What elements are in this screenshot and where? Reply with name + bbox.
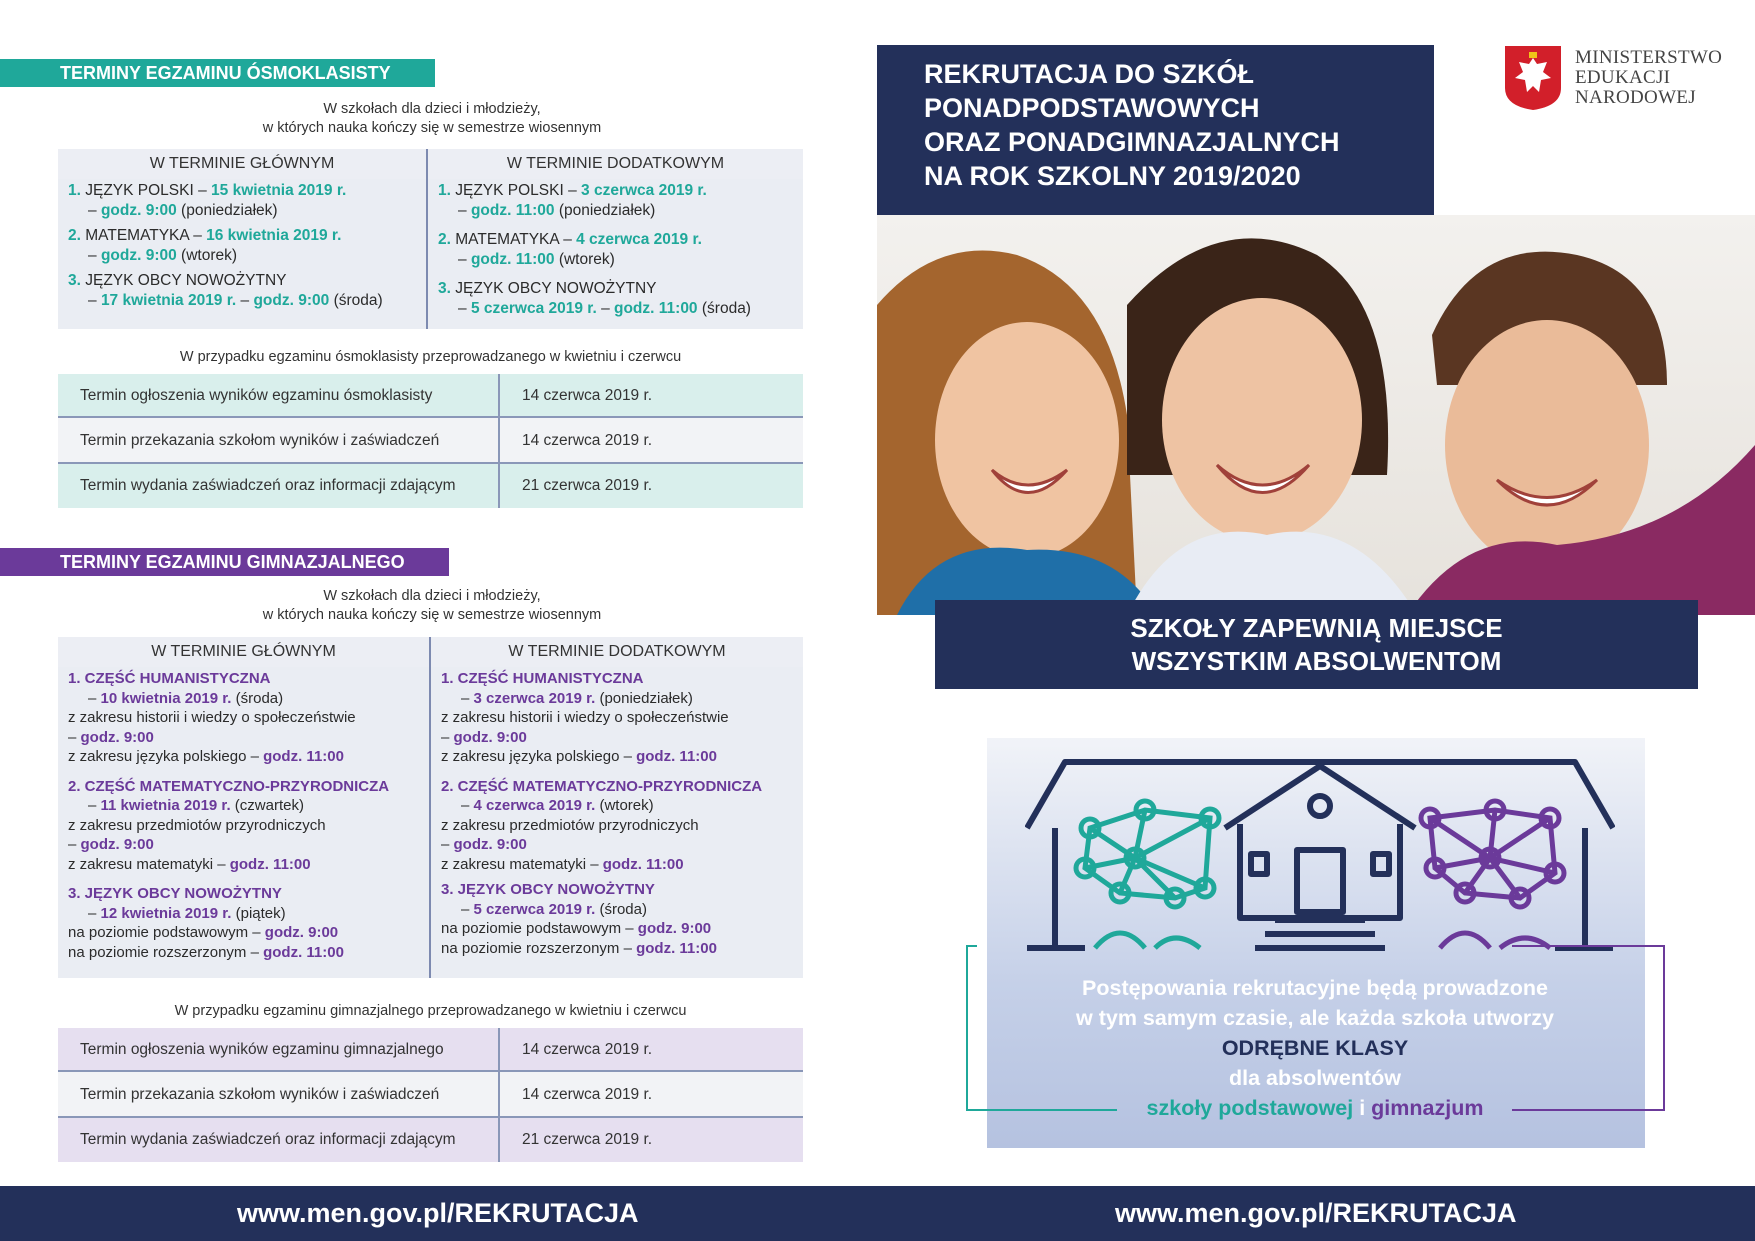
table-row: Termin przekazania szkołom wyników i zaświadczeń 14 czerwca 2019 r. <box>58 418 803 464</box>
table-row: Termin ogłoszenia wyników egzaminu gimnazjalnego 14 czerwca 2019 r. <box>58 1028 803 1072</box>
students-photo <box>877 215 1755 615</box>
table-row: Termin ogłoszenia wyników egzaminu ósmoklasisty 14 czerwca 2019 r. <box>58 374 803 418</box>
gim-extra-list <box>431 667 803 974</box>
gim-main-list <box>58 667 429 978</box>
gim-heading: TERMINY EGZAMINU GIMNAZJALNEGO <box>0 548 449 576</box>
list-item: 2. CZĘŚĆ MATEMATYCZNO-PRZYRODNICZA – 11 kwietnia 2019 r. (czwartek) z zakresu przedmiotów przyrodniczych – godz. 9:00 z zakresu matematyki – godz. 11:00 <box>68 777 390 873</box>
osmo-col-extra-header: W TERMINIE DODATKOWYM <box>428 149 803 179</box>
list-item: 2. MATEMATYKA – 4 czerwca 2019 r. – godz. 11:00 (wtorek) <box>438 231 702 268</box>
footer-url-left[interactable]: www.men.gov.pl/REKRUTACJA <box>237 1198 639 1228</box>
page-title: REKRUTACJA DO SZKÓŁ PONADPODSTAWOWYCH ORAZ PONADGIMNAZJALNYCH NA ROK SZKOLNY 2019/2020 <box>924 59 1340 191</box>
gim-col-main-header: W TERMINIE GŁÓWNYM <box>58 637 429 667</box>
info-text: Postępowania rekrutacyjne będą prowadzone w tym samym czasie, ale każda szkoła utworzy ODRĘBNE KLASY dla absolwentów szkoły podstawowej i gimnazjum <box>1076 976 1554 1120</box>
osmo-main-list <box>58 179 426 326</box>
gim-results-caption: W przypadku egzaminu gimnazjalnego przeprowadzanego w kwietniu i czerwcu <box>174 1003 687 1019</box>
places-banner: SZKOŁY ZAPEWNIĄ MIEJSCE WSZYSTKIM ABSOLWENTOM <box>935 600 1698 689</box>
list-item: 3. JĘZYK OBCY NOWOŻYTNY – 17 kwietnia 2019 r. – godz. 9:00 (środa) <box>68 272 383 309</box>
table-row: Termin wydania zaświadczeń oraz informacji zdającym 21 czerwca 2019 r. <box>58 464 803 508</box>
osmo-results-table <box>58 374 803 508</box>
list-item: 2. CZĘŚĆ MATEMATYCZNO-PRZYRODNICZA – 4 czerwca 2019 r. (wtorek) z zakresu przedmiotów przyrodniczych – godz. 9:00 z zakresu matematyki – godz. 11:00 <box>441 777 763 873</box>
emblem-icon <box>1503 44 1563 112</box>
gim-exam-table <box>58 637 803 978</box>
list-item: 1. JĘZYK POLSKI – 15 kwietnia 2019 r. – godz. 9:00 (poniedziałek) <box>68 182 347 219</box>
list-item: 3. JĘZYK OBCY NOWOŻYTNY – 12 kwietnia 2019 r. (piątek) na poziomie podstawowym – godz. 9:00 na poziomie rozszerzonym – godz. 11:00 <box>68 885 344 961</box>
list-item: 2. MATEMATYKA – 16 kwietnia 2019 r. – godz. 9:00 (wtorek) <box>68 227 342 264</box>
gim-intro: W szkołach dla dzieci i młodzieży, w których nauka kończy się w semestrze wiosennym <box>262 588 602 623</box>
osmo-results-caption: W przypadku egzaminu ósmoklasisty przeprowadzanego w kwietniu i czerwcu <box>179 349 682 365</box>
footer <box>0 1186 1755 1241</box>
list-item: 3. JĘZYK OBCY NOWOŻYTNY – 5 czerwca 2019 r. (środa) na poziomie podstawowym – godz. 9:00 na poziomie rozszerzonym – godz. 11:00 <box>441 881 717 957</box>
osmo-col-main-header: W TERMINIE GŁÓWNYM <box>58 149 426 179</box>
gim-col-extra-header: W TERMINIE DODATKOWYM <box>431 637 803 667</box>
ministry-logo-text: MINISTERSTWO EDUKACJI NARODOWEJ <box>1575 47 1723 108</box>
osmo-heading: TERMINY EGZAMINU ÓSMOKLASISTY <box>0 59 435 87</box>
table-row: Termin przekazania szkołom wyników i zaświadczeń 14 czerwca 2019 r. <box>58 1072 803 1118</box>
osmo-intro: W szkołach dla dzieci i młodzieży, w których nauka kończy się w semestrze wiosennym <box>262 101 602 136</box>
table-row: Termin wydania zaświadczeń oraz informacji zdającym 21 czerwca 2019 r. <box>58 1118 803 1162</box>
osmo-exam-table <box>58 149 803 329</box>
school-network-icon <box>1025 758 1615 958</box>
footer-url-right[interactable]: www.men.gov.pl/REKRUTACJA <box>1115 1198 1517 1228</box>
list-item: 1. JĘZYK POLSKI – 3 czerwca 2019 r. – godz. 11:00 (poniedziałek) <box>438 182 707 219</box>
list-item: 3. JĘZYK OBCY NOWOŻYTNY – 5 czerwca 2019 r. – godz. 11:00 (środa) <box>438 280 751 317</box>
list-item: 1. CZĘŚĆ HUMANISTYCZNA – 10 kwietnia 2019 r. (środa) z zakresu historii i wiedzy o społeczeństwie – godz. 9:00 z zakresu języka polskiego – godz. 11:00 <box>68 670 356 765</box>
title-box <box>877 45 1434 215</box>
gim-results-table <box>58 1028 803 1162</box>
osmo-extra-list <box>428 179 803 334</box>
list-item: 1. CZĘŚĆ HUMANISTYCZNA – 3 czerwca 2019 r. (poniedziałek) z zakresu historii i wiedzy o społeczeństwie – godz. 9:00 z zakresu języka polskiego – godz. 11:00 <box>441 670 729 765</box>
